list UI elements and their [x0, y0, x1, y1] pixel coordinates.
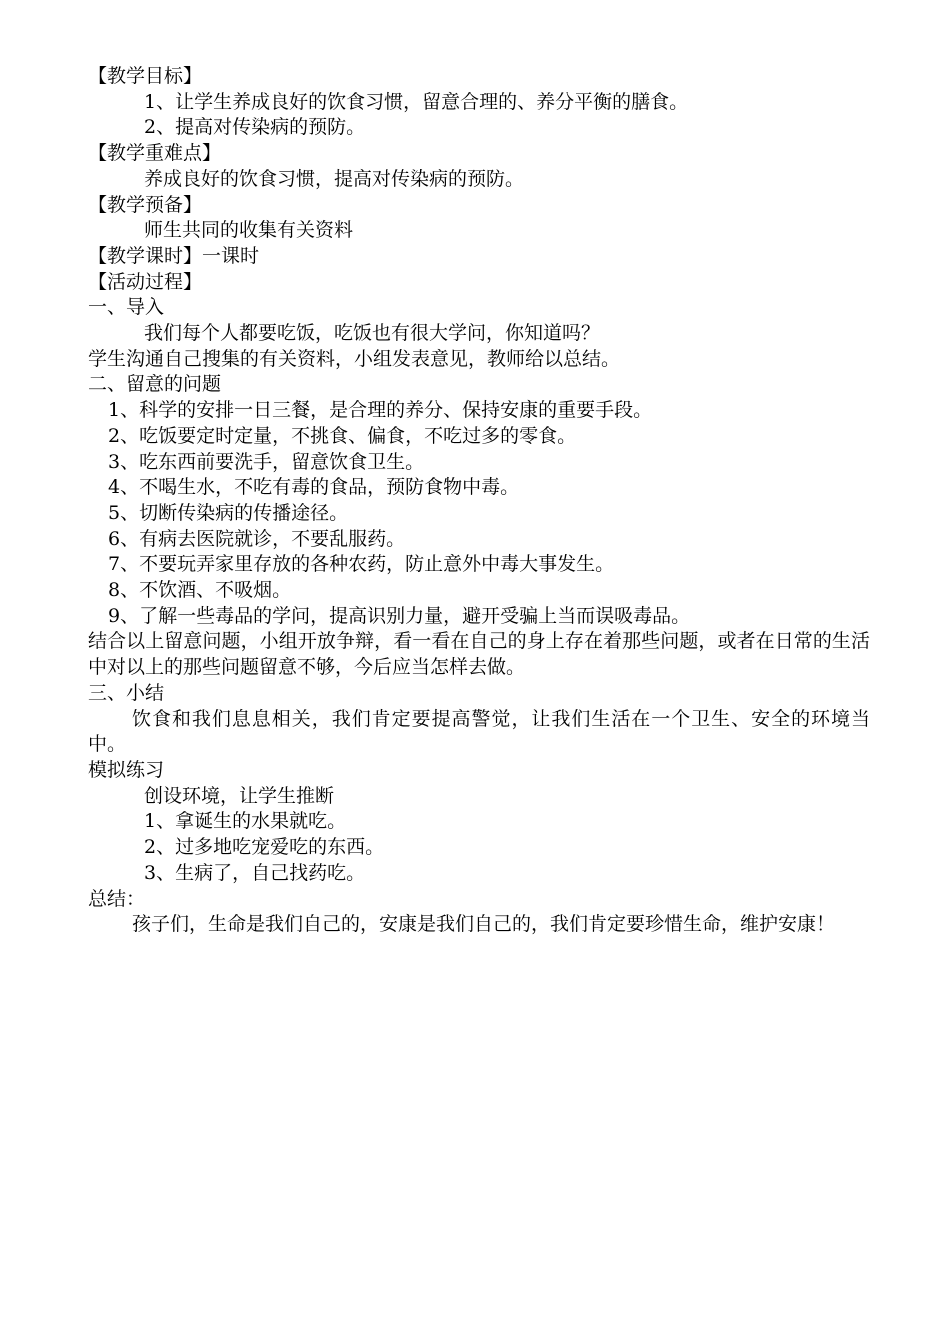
key-points-text: 养成良好的饮食习惯，提高对传染病的预防。: [144, 167, 525, 190]
process-heading: 【活动过程】: [88, 270, 203, 293]
intro-heading: 一、导入: [88, 296, 165, 319]
practice-heading: 模拟练习: [88, 758, 165, 781]
issues-discussion: 结合以上留意问题，小组开放争辩，看一看在自己的身上存在着那些问题，或者在日常的生活中对以上的那些问题留意不够，今后应当怎样去做。: [88, 630, 870, 679]
document-body: [88, 64, 870, 938]
preparation-heading: 【教学预备】: [88, 193, 203, 216]
issues-heading: 二、留意的问题: [88, 373, 222, 396]
practice-item: 2、过多地吃宠爱吃的东西。: [144, 836, 385, 859]
issue-item: 1、科学的安排一日三餐，是合理的养分、保持安康的重要手段。: [108, 399, 653, 422]
issue-item: 5、切断传染病的传播途径。: [108, 501, 349, 524]
issue-item: 9、了解一些毒品的学问，提高识别力量，避开受骗上当而误吸毒品。: [108, 604, 691, 627]
issue-item: 2、吃饭要定时定量，不挑食、偏食，不吃过多的零食。: [108, 424, 577, 447]
objective-item: 1、让学生养成良好的饮食习惯，留意合理的、养分平衡的膳食。: [144, 90, 689, 113]
conclusion-text: 孩子们，生命是我们自己的，安康是我们自己的，我们肯定要珍惜生命，维护安康！: [132, 913, 836, 936]
summary-heading: 三、小结: [88, 681, 165, 704]
issue-item: 7、不要玩弄家里存放的各种农药，防止意外中毒大事发生。: [108, 553, 615, 576]
key-points-heading: 【教学重难点】: [88, 142, 222, 165]
objective-item: 2、提高对传染病的预防。: [144, 116, 366, 139]
conclusion-heading: 总结：: [88, 887, 146, 910]
issue-item: 3、吃东西前要洗手，留意饮食卫生。: [108, 450, 425, 473]
practice-item: 3、生病了，自己找药吃。: [144, 861, 366, 884]
preparation-text: 师生共同的收集有关资料: [144, 219, 354, 242]
issue-item: 4、不喝生水，不吃有毒的食品，预防食物中毒。: [108, 476, 520, 499]
practice-intro: 创设环境，让学生推断: [144, 784, 335, 807]
summary-text: 饮食和我们息息相关，我们肯定要提高警觉，让我们生活在一个卫生、安全的环境当中。: [88, 707, 870, 756]
practice-item: 1、拿诞生的水果就吃。: [144, 810, 347, 833]
issue-item: 8、不饮酒、不吸烟。: [108, 579, 292, 602]
intro-activity: 学生沟通自己搜集的有关资料，小组发表意见，教师给以总结。: [88, 347, 621, 370]
intro-question: 我们每个人都要吃饭，吃饭也有很大学问，你知道吗？: [144, 322, 601, 345]
issue-item: 6、有病去医院就诊，不要乱服药。: [108, 527, 406, 550]
class-hours: 【教学课时】一课时: [88, 244, 260, 267]
objectives-heading: 【教学目标】: [88, 65, 203, 87]
